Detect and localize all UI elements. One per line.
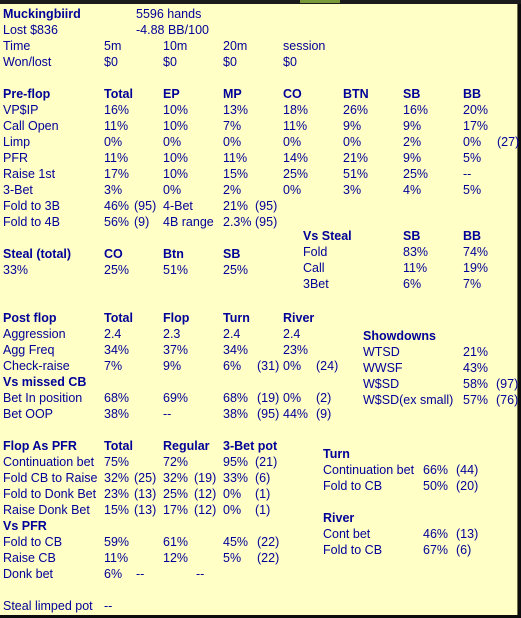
- vssteal-row-label: Fold: [303, 245, 328, 259]
- missedcb-title: Vs missed CB: [3, 375, 87, 389]
- postflop-row-label: Check-raise: [3, 359, 70, 373]
- flopaspfr-value: 32%: [163, 471, 189, 485]
- flopaspfr-row-label: Fold CB to Raise: [3, 471, 98, 485]
- lost-amount: Lost $836: [3, 23, 58, 37]
- preflop-value: 0%: [463, 135, 482, 149]
- missedcb-row-label: Bet OOP: [3, 407, 54, 421]
- vspfr-value: 59%: [104, 535, 130, 549]
- missedcb-value: 68%: [104, 391, 130, 405]
- preflop-value: 0%: [104, 135, 123, 149]
- river-value: 46%: [423, 527, 449, 541]
- vssteal-value: 19%: [463, 261, 489, 275]
- steal-title: Steal (total): [3, 247, 72, 261]
- showdown-row-label: W$SD: [363, 377, 400, 391]
- preflop-row-label: Raise 1st: [3, 167, 56, 181]
- preflop-header: BB: [463, 87, 482, 101]
- preflop-value: 10%: [163, 103, 189, 117]
- preflop-header: Total: [104, 87, 133, 101]
- vssteal-value: 83%: [403, 245, 429, 259]
- fold4b-label: Fold to 4B: [3, 215, 60, 229]
- flopaspfr-value: 32%: [104, 471, 130, 485]
- flopaspfr-value: 15%: [104, 503, 130, 517]
- steal-header: SB: [223, 247, 241, 261]
- fold4b-value: 56%: [104, 215, 130, 229]
- postflop-row-label: Aggression: [3, 327, 66, 341]
- missedcb-count: (95): [257, 407, 280, 421]
- postflop-value: 37%: [163, 343, 189, 357]
- hands-count: 5596 hands: [136, 7, 202, 21]
- preflop-value: 10%: [163, 119, 189, 133]
- flopaspfr-value: 0%: [223, 487, 242, 501]
- preflop-title: Pre-flop: [3, 87, 51, 101]
- showdown-count: (76): [496, 393, 519, 407]
- preflop-value: 0%: [283, 183, 302, 197]
- showdown-value: 58%: [463, 377, 489, 391]
- flopaspfr-count: (1): [255, 487, 271, 501]
- preflop-row-label: Limp: [3, 135, 31, 149]
- turn-row-label: Continuation bet: [323, 463, 415, 477]
- preflop-value: 5%: [463, 151, 482, 165]
- vssteal-value: 6%: [403, 277, 422, 291]
- preflop-value: 0%: [283, 135, 302, 149]
- postflop-value: 34%: [223, 343, 249, 357]
- river-count: (13): [456, 527, 479, 541]
- missedcb-value: 0%: [283, 391, 302, 405]
- vspfr-row-label: Raise CB: [3, 551, 56, 565]
- postflop-header: Turn: [223, 311, 250, 325]
- flopaspfr-value: 95%: [223, 455, 249, 469]
- preflop-value: 25%: [283, 167, 309, 181]
- flopaspfr-count: (12): [194, 487, 217, 501]
- title-bar-accent: [300, 0, 340, 3]
- bb100: -4.88 BB/100: [136, 23, 209, 37]
- fold4b-n: (9): [134, 215, 150, 229]
- wonlost-value: $0: [223, 55, 237, 69]
- postflop-value: 0%: [283, 359, 302, 373]
- steal-value: 25%: [223, 263, 249, 277]
- missedcb-count: (19): [257, 391, 280, 405]
- river-title: River: [323, 511, 355, 525]
- river-count: (6): [456, 543, 472, 557]
- preflop-value: 4%: [403, 183, 422, 197]
- steallimped-label: Steal limped pot: [3, 599, 93, 613]
- flopaspfr-count: (25): [134, 471, 157, 485]
- postflop-header: Total: [104, 311, 133, 325]
- missedcb-value: 69%: [163, 391, 189, 405]
- preflop-value: 16%: [403, 103, 429, 117]
- preflop-header: CO: [283, 87, 302, 101]
- showdown-row-label: W$SD(ex small): [363, 393, 454, 407]
- steal-total: 33%: [3, 263, 29, 277]
- hud-stats-panel: [0, 4, 518, 615]
- postflop-value: 9%: [163, 359, 182, 373]
- preflop-row-label: VP$IP: [3, 103, 39, 117]
- river-value: 67%: [423, 543, 449, 557]
- postflop-value: 23%: [283, 343, 309, 357]
- preflop-value: 2%: [223, 183, 242, 197]
- vspfr-title: Vs PFR: [3, 519, 47, 533]
- postflop-value: 2.4: [223, 327, 241, 341]
- preflop-value: 5%: [463, 183, 482, 197]
- preflop-value: 9%: [403, 151, 422, 165]
- flopaspfr-count: (13): [134, 487, 157, 501]
- preflop-header: BTN: [343, 87, 369, 101]
- preflop-value: 17%: [104, 167, 130, 181]
- postflop-value: 2.4: [104, 327, 122, 341]
- fourbet-range-value: 2.3%: [223, 215, 252, 229]
- preflop-value: 21%: [343, 151, 369, 165]
- vspfr-value: --: [136, 567, 145, 581]
- flopaspfr-row-label: Raise Donk Bet: [3, 503, 90, 517]
- flopaspfr-header: Regular: [163, 439, 210, 453]
- postflop-header: Flop: [163, 311, 190, 325]
- vssteal-header: BB: [463, 229, 482, 243]
- preflop-value: 0%: [163, 135, 182, 149]
- fourbet-n: (95): [255, 199, 278, 213]
- flopaspfr-count: (1): [255, 503, 271, 517]
- preflop-value: 7%: [223, 119, 242, 133]
- wonlost-value: $0: [283, 55, 297, 69]
- steal-header: CO: [104, 247, 123, 261]
- showdown-row-label: WWSF: [363, 361, 403, 375]
- preflop-value: 9%: [403, 119, 422, 133]
- showdown-value: 21%: [463, 345, 489, 359]
- preflop-value: --: [463, 167, 472, 181]
- vssteal-value: 74%: [463, 245, 489, 259]
- showdown-value: 57%: [463, 393, 489, 407]
- time-col: session: [283, 39, 326, 53]
- flopaspfr-title: Flop As PFR: [3, 439, 77, 453]
- wonlost-label: Won/lost: [3, 55, 52, 69]
- preflop-value: 11%: [104, 151, 129, 165]
- fold3b-value: 46%: [104, 199, 130, 213]
- showdown-row-label: WTSD: [363, 345, 400, 359]
- flopaspfr-value: 25%: [163, 487, 189, 501]
- preflop-value: 13%: [223, 103, 249, 117]
- preflop-value: 11%: [104, 119, 129, 133]
- missedcb-value: --: [163, 407, 172, 421]
- missedcb-count: (2): [316, 391, 332, 405]
- fourbet-range-n: (95): [255, 215, 278, 229]
- vspfr-value: 11%: [104, 551, 129, 565]
- preflop-row-label: 3-Bet: [3, 183, 33, 197]
- vspfr-value: --: [196, 567, 205, 581]
- flopaspfr-header: Total: [104, 439, 133, 453]
- vspfr-count: (22): [257, 551, 280, 565]
- turn-value: 50%: [423, 479, 449, 493]
- fourbet-label: 4-Bet: [163, 199, 193, 213]
- preflop-value: 25%: [403, 167, 429, 181]
- flopaspfr-value: 17%: [163, 503, 189, 517]
- turn-count: (20): [456, 479, 479, 493]
- turn-value: 66%: [423, 463, 449, 477]
- flopaspfr-count: (12): [194, 503, 217, 517]
- showdown-value: 43%: [463, 361, 489, 375]
- preflop-value: 2%: [403, 135, 422, 149]
- vssteal-row-label: Call: [303, 261, 325, 275]
- vspfr-value: 12%: [163, 551, 189, 565]
- time-label: Time: [3, 39, 31, 53]
- time-col: 10m: [163, 39, 188, 53]
- time-col: 5m: [104, 39, 122, 53]
- fold3b-label: Fold to 3B: [3, 199, 60, 213]
- preflop-value: 26%: [343, 103, 369, 117]
- flopaspfr-count: (19): [194, 471, 217, 485]
- showdown-count: (97): [496, 377, 519, 391]
- flopaspfr-row-label: Continuation bet: [3, 455, 95, 469]
- vssteal-title: Vs Steal: [303, 229, 352, 243]
- missedcb-value: 38%: [223, 407, 249, 421]
- postflop-value: 6%: [223, 359, 242, 373]
- flopaspfr-value: 33%: [223, 471, 249, 485]
- flopaspfr-value: 0%: [223, 503, 242, 517]
- preflop-count: (27): [497, 135, 520, 149]
- flopaspfr-value: 75%: [104, 455, 130, 469]
- vspfr-row-label: Fold to CB: [3, 535, 63, 549]
- flopaspfr-count: (13): [134, 503, 157, 517]
- preflop-value: 3%: [343, 183, 362, 197]
- flopaspfr-value: 23%: [104, 487, 130, 501]
- river-row-label: Cont bet: [323, 527, 371, 541]
- missedcb-count: (9): [316, 407, 332, 421]
- flopaspfr-value: 72%: [163, 455, 189, 469]
- preflop-value: 18%: [283, 103, 309, 117]
- preflop-value: 17%: [463, 119, 489, 133]
- vspfr-value: 5%: [223, 551, 242, 565]
- missedcb-value: 68%: [223, 391, 249, 405]
- flopaspfr-count: (6): [255, 471, 271, 485]
- postflop-value: 2.4: [283, 327, 301, 341]
- steal-header: Btn: [163, 247, 184, 261]
- preflop-value: 16%: [104, 103, 130, 117]
- preflop-header: MP: [223, 87, 242, 101]
- turn-title: Turn: [323, 447, 350, 461]
- preflop-value: 15%: [223, 167, 249, 181]
- preflop-value: 10%: [163, 167, 189, 181]
- vssteal-value: 7%: [463, 277, 482, 291]
- vspfr-row-label: Donk bet: [3, 567, 54, 581]
- preflop-value: 0%: [163, 183, 182, 197]
- wonlost-value: $0: [104, 55, 118, 69]
- preflop-value: 11%: [283, 119, 308, 133]
- preflop-header: EP: [163, 87, 180, 101]
- fold3b-n: (95): [134, 199, 157, 213]
- postflop-title: Post flop: [3, 311, 57, 325]
- turn-count: (44): [456, 463, 479, 477]
- fourbet-range-label: 4B range: [163, 215, 214, 229]
- preflop-value: 0%: [343, 135, 362, 149]
- vssteal-header: SB: [403, 229, 421, 243]
- postflop-count: (24): [316, 359, 339, 373]
- preflop-row-label: PFR: [3, 151, 28, 165]
- vspfr-count: (22): [257, 535, 280, 549]
- fourbet-value: 21%: [223, 199, 249, 213]
- preflop-value: 0%: [223, 135, 242, 149]
- preflop-value: 3%: [104, 183, 123, 197]
- postflop-value: 7%: [104, 359, 123, 373]
- vspfr-value: 45%: [223, 535, 249, 549]
- postflop-row-label: Agg Freq: [3, 343, 55, 357]
- flopaspfr-header: 3-Bet pot: [223, 439, 278, 453]
- postflop-value: 2.3: [163, 327, 181, 341]
- preflop-row-label: Call Open: [3, 119, 59, 133]
- showdowns-title: Showdowns: [363, 329, 436, 343]
- flopaspfr-count: (21): [255, 455, 278, 469]
- preflop-value: 11%: [223, 151, 248, 165]
- vssteal-value: 11%: [403, 261, 428, 275]
- player-name: Muckingbiird: [3, 7, 81, 21]
- preflop-value: 14%: [283, 151, 309, 165]
- flopaspfr-row-label: Fold to Donk Bet: [3, 487, 97, 501]
- time-col: 20m: [223, 39, 248, 53]
- steal-value: 51%: [163, 263, 189, 277]
- missedcb-value: 44%: [283, 407, 309, 421]
- vspfr-value: 61%: [163, 535, 189, 549]
- postflop-count: (31): [257, 359, 280, 373]
- preflop-value: 10%: [163, 151, 189, 165]
- missedcb-row-label: Bet In position: [3, 391, 83, 405]
- vssteal-row-label: 3Bet: [303, 277, 329, 291]
- postflop-header: River: [283, 311, 315, 325]
- missedcb-value: 38%: [104, 407, 130, 421]
- steal-value: 25%: [104, 263, 130, 277]
- preflop-header: SB: [403, 87, 421, 101]
- steallimped-value: --: [104, 599, 113, 613]
- river-row-label: Fold to CB: [323, 543, 383, 557]
- preflop-value: 9%: [343, 119, 362, 133]
- postflop-value: 34%: [104, 343, 130, 357]
- preflop-value: 51%: [343, 167, 369, 181]
- turn-row-label: Fold to CB: [323, 479, 383, 493]
- vspfr-value: 6%: [104, 567, 123, 581]
- wonlost-value: $0: [163, 55, 177, 69]
- preflop-value: 20%: [463, 103, 489, 117]
